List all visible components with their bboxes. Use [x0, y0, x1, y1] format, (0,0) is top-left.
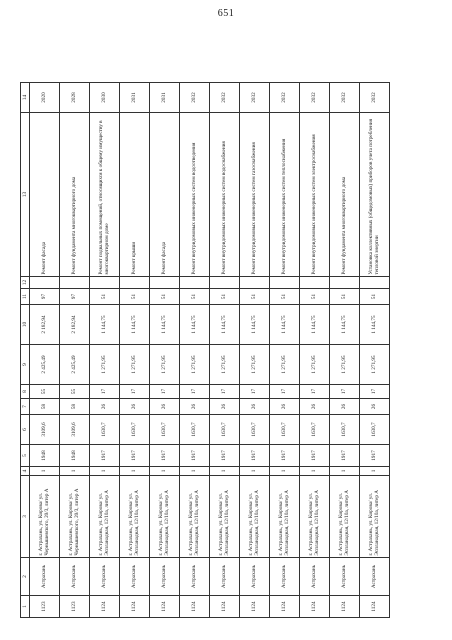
- table-cell: 1: [60, 467, 90, 476]
- table-cell: г. Астрахань, ул. Кирова/ ул. Эспланадная, 12/10а, литер А: [360, 476, 390, 558]
- table-cell: 1917: [240, 445, 270, 467]
- table-cell: Астрахань: [360, 558, 390, 596]
- table-cell: 1 144,75: [120, 305, 150, 345]
- table-cell: г. Астрахань, ул. Кирова/ ул. Эспланадная, 12/10а, литер А: [300, 476, 330, 558]
- table-cell: 1124: [270, 596, 300, 618]
- table-cell: 17: [210, 385, 240, 399]
- table-cell: 2031: [120, 83, 150, 113]
- table-cell: 17: [330, 385, 360, 399]
- table-cell: 1: [270, 467, 300, 476]
- table-row: [360, 83, 390, 618]
- table-cell: 2 182,94: [60, 305, 90, 345]
- table-cell: 1630,7: [180, 415, 210, 445]
- table-cell: 2032: [180, 83, 210, 113]
- table-cell: 1917: [210, 445, 240, 467]
- table-cell: 58: [60, 399, 90, 415]
- table-cell: Астрахань: [180, 558, 210, 596]
- table-cell: 1: [150, 467, 180, 476]
- table-cell: 3109,6: [60, 415, 90, 445]
- table-cell: Астрахань: [330, 558, 360, 596]
- table-cell: 2020: [30, 83, 60, 113]
- table-cell: 1 144,75: [330, 305, 360, 345]
- table-cell: 3109,6: [30, 415, 60, 445]
- table-cell: Астрахань: [270, 558, 300, 596]
- table-cell: 1917: [300, 445, 330, 467]
- table-cell: 51: [270, 289, 300, 305]
- table-cell: 1917: [360, 445, 390, 467]
- capital-repair-table: [20, 82, 390, 618]
- table-cell: Ремонт внутридомовых инженерных систем газоснабжения: [240, 113, 270, 277]
- table-cell: 17: [270, 385, 300, 399]
- table-cell: Ремонт крыши: [120, 113, 150, 277]
- table-cell: 2030: [90, 83, 120, 113]
- table-cell: 1: [90, 467, 120, 476]
- table-cell: 1124: [360, 596, 390, 618]
- table-cell: г. Астрахань, ул. Кирова/ ул. Эспланадная, 12/10а, литер А: [150, 476, 180, 558]
- table-cell: Ремонт внутридомовых инженерных систем теплоснабжения: [270, 113, 300, 277]
- table-cell: г. Астрахань, ул. Кирова/ ул. Эспланадная, 12/10а, литер А: [240, 476, 270, 558]
- header-cell: 10: [21, 305, 30, 345]
- table-cell: [300, 277, 330, 289]
- table-cell: 1630,7: [120, 415, 150, 445]
- header-cell: 12: [21, 277, 30, 289]
- table-cell: 1: [240, 467, 270, 476]
- header-cell: 13: [21, 113, 30, 277]
- table-cell: г. Астрахань, ул. Кирова/ ул. Чернышевского, 20/3, литер А: [30, 476, 60, 558]
- header-cell: 3: [21, 476, 30, 558]
- table-cell: 1917: [180, 445, 210, 467]
- table-cell: 1124: [150, 596, 180, 618]
- table-cell: 2028: [60, 83, 90, 113]
- table-cell: 51: [90, 289, 120, 305]
- table-cell: 17: [300, 385, 330, 399]
- table-cell: 2032: [210, 83, 240, 113]
- table-cell: 1630,7: [300, 415, 330, 445]
- table-cell: 1630,7: [90, 415, 120, 445]
- table-cell: [180, 277, 210, 289]
- table-cell: 1: [30, 467, 60, 476]
- table-cell: 1123: [30, 596, 60, 618]
- table-cell: 1 271,95: [300, 345, 330, 385]
- table-cell: 1 144,75: [180, 305, 210, 345]
- table-cell: 26: [180, 399, 210, 415]
- table-row: [210, 83, 240, 618]
- table-cell: 51: [240, 289, 270, 305]
- table-cell: Ремонт фасада: [30, 113, 60, 277]
- table-cell: [330, 277, 360, 289]
- table-cell: 1124: [300, 596, 330, 618]
- table-cell: 26: [360, 399, 390, 415]
- table-cell: 17: [150, 385, 180, 399]
- table-cell: 1: [120, 467, 150, 476]
- header-cell: 4: [21, 467, 30, 476]
- table-row: [60, 83, 90, 618]
- table-cell: Ремонт фундамента многоквартирного дома: [60, 113, 90, 277]
- table-cell: 1630,7: [330, 415, 360, 445]
- table-cell: 17: [90, 385, 120, 399]
- table-cell: [90, 277, 120, 289]
- header-cell: 11: [21, 289, 30, 305]
- table-cell: 1124: [240, 596, 270, 618]
- table-cell: 55: [60, 385, 90, 399]
- table-cell: [360, 277, 390, 289]
- table-cell: 1 144,75: [150, 305, 180, 345]
- table-row: [150, 83, 180, 618]
- table-cell: Астрахань: [150, 558, 180, 596]
- table-cell: 17: [240, 385, 270, 399]
- table-row: [300, 83, 330, 618]
- table-row: [30, 83, 60, 618]
- table-cell: 1123: [60, 596, 90, 618]
- table-cell: 51: [330, 289, 360, 305]
- table-cell: 26: [330, 399, 360, 415]
- table-cell: 2 182,94: [30, 305, 60, 345]
- table-cell: 26: [300, 399, 330, 415]
- table-body: [30, 83, 390, 618]
- table-cell: 55: [30, 385, 60, 399]
- header-cell: 8: [21, 385, 30, 399]
- table-cell: 1 271,95: [90, 345, 120, 385]
- table-cell: 1: [180, 467, 210, 476]
- table-cell: Ремонт подвальных помещений, относящихся к общему имуществу в многоквартирном доме: [90, 113, 120, 277]
- table-cell: 51: [300, 289, 330, 305]
- table-cell: 97: [30, 289, 60, 305]
- table-cell: 1 271,95: [270, 345, 300, 385]
- table-cell: Астрахань: [210, 558, 240, 596]
- table-cell: 1917: [90, 445, 120, 467]
- table-cell: 1124: [180, 596, 210, 618]
- table-cell: 1 144,75: [90, 305, 120, 345]
- header-cell: 5: [21, 445, 30, 467]
- table-cell: 1917: [150, 445, 180, 467]
- table-cell: 58: [30, 399, 60, 415]
- table-cell: Установка коллективных (общедомовых) приборов учета потребления тепловой энергии: [360, 113, 390, 277]
- table-cell: 26: [210, 399, 240, 415]
- table-cell: [240, 277, 270, 289]
- table-cell: г. Астрахань, ул. Кирова/ ул. Эспланадная, 12/10а, литер А: [120, 476, 150, 558]
- table-cell: [120, 277, 150, 289]
- header-cell: 14: [21, 83, 30, 113]
- table-cell: 1630,7: [210, 415, 240, 445]
- table-cell: 2032: [270, 83, 300, 113]
- table-row: [330, 83, 360, 618]
- table-cell: 1124: [90, 596, 120, 618]
- header-cell: 1: [21, 596, 30, 618]
- table-cell: 2 425,49: [30, 345, 60, 385]
- table-cell: г. Астрахань, ул. Кирова/ ул. Эспланадная, 12/10а, литер А: [180, 476, 210, 558]
- table-cell: 1948: [30, 445, 60, 467]
- table-cell: [270, 277, 300, 289]
- table-cell: 51: [210, 289, 240, 305]
- header-cell: 2: [21, 558, 30, 596]
- table-cell: 26: [240, 399, 270, 415]
- table-cell: 2032: [300, 83, 330, 113]
- table-cell: 1917: [120, 445, 150, 467]
- table-cell: г. Астрахань, ул. Кирова/ ул. Эспланадная, 12/10а, литер А: [270, 476, 300, 558]
- table-cell: Астрахань: [60, 558, 90, 596]
- table-cell: Астрахань: [30, 558, 60, 596]
- table-cell: Ремонт внутридомовых инженерных систем электроснабжения: [300, 113, 330, 277]
- table-cell: Ремонт внутридомовых инженерных систем водоснабжения: [210, 113, 240, 277]
- table-row: [120, 83, 150, 618]
- table-row: [270, 83, 300, 618]
- table-cell: 1 271,95: [240, 345, 270, 385]
- header-cell: 6: [21, 415, 30, 445]
- table-cell: 1 144,75: [270, 305, 300, 345]
- table-cell: 1 271,95: [120, 345, 150, 385]
- table-cell: Ремонт фасада: [150, 113, 180, 277]
- table-cell: 17: [360, 385, 390, 399]
- table-cell: 1917: [330, 445, 360, 467]
- table-cell: 1124: [120, 596, 150, 618]
- table-cell: 1 144,75: [240, 305, 270, 345]
- table-cell: Астрахань: [240, 558, 270, 596]
- table-cell: Ремонт фундамента многоквартирного дома: [330, 113, 360, 277]
- table-cell: 1 271,95: [180, 345, 210, 385]
- table-cell: г. Астрахань, ул. Кирова/ ул. Эспланадная, 12/10а, литер А: [330, 476, 360, 558]
- table-cell: 51: [360, 289, 390, 305]
- table-cell: Астрахань: [300, 558, 330, 596]
- table-cell: [60, 277, 90, 289]
- table-cell: 97: [60, 289, 90, 305]
- table-cell: 2032: [360, 83, 390, 113]
- table-row: [180, 83, 210, 618]
- table-cell: 1 144,75: [210, 305, 240, 345]
- table-cell: [210, 277, 240, 289]
- header-row: [21, 83, 30, 618]
- table-cell: 1630,7: [270, 415, 300, 445]
- table-cell: 26: [90, 399, 120, 415]
- rotated-table-container: [20, 83, 430, 618]
- table-cell: 1: [360, 467, 390, 476]
- page-number: 651: [217, 8, 235, 19]
- table-cell: 2032: [330, 83, 360, 113]
- table-cell: 2032: [240, 83, 270, 113]
- table-cell: 1 271,95: [330, 345, 360, 385]
- table-cell: Астрахань: [120, 558, 150, 596]
- table-cell: 51: [180, 289, 210, 305]
- table-row: [240, 83, 270, 618]
- table-cell: Астрахань: [90, 558, 120, 596]
- table-cell: 26: [120, 399, 150, 415]
- table-cell: 1: [330, 467, 360, 476]
- table-cell: 26: [270, 399, 300, 415]
- table-cell: 1124: [210, 596, 240, 618]
- table-cell: 1 271,95: [150, 345, 180, 385]
- table-cell: 1630,7: [240, 415, 270, 445]
- table-cell: 2 425,49: [60, 345, 90, 385]
- table-cell: 1124: [330, 596, 360, 618]
- table-cell: 51: [120, 289, 150, 305]
- table-cell: 1: [210, 467, 240, 476]
- table-cell: 1917: [270, 445, 300, 467]
- table-cell: 17: [120, 385, 150, 399]
- table-cell: 1630,7: [360, 415, 390, 445]
- table-cell: г. Астрахань, ул. Кирова/ ул. Эспланадная, 12/10а, литер А: [210, 476, 240, 558]
- table-cell: 1948: [60, 445, 90, 467]
- table-cell: г. Астрахань, ул. Кирова/ ул. Эспланадная, 12/10а, литер А: [90, 476, 120, 558]
- table-cell: 26: [150, 399, 180, 415]
- table-cell: 1630,7: [150, 415, 180, 445]
- table-cell: 1 271,95: [360, 345, 390, 385]
- table-cell: 17: [180, 385, 210, 399]
- table-row: [90, 83, 120, 618]
- table-cell: Ремонт внутридомовых инженерных систем водоотведения: [180, 113, 210, 277]
- table-cell: 51: [150, 289, 180, 305]
- table-cell: [30, 277, 60, 289]
- table-cell: 1 144,75: [360, 305, 390, 345]
- table-cell: 1 271,95: [210, 345, 240, 385]
- table-cell: 2031: [150, 83, 180, 113]
- header-cell: 7: [21, 399, 30, 415]
- table-cell: 1: [300, 467, 330, 476]
- table-cell: г. Астрахань, ул. Кирова/ ул. Чернышевского, 20/3, литер А: [60, 476, 90, 558]
- table-cell: [150, 277, 180, 289]
- header-cell: 9: [21, 345, 30, 385]
- table-cell: 1 144,75: [300, 305, 330, 345]
